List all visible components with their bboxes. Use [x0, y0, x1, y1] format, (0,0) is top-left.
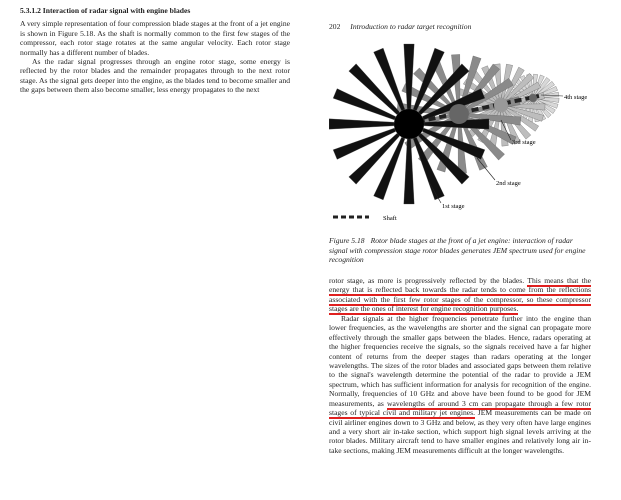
body-paragraph-2	[329, 314, 591, 456]
rotor-blade	[404, 44, 414, 109]
shaft-legend-label: Shaft	[383, 215, 397, 222]
stage-4-hub	[529, 94, 537, 102]
highlighted-sentence-2: wavelengths of around 3 cm can propagate through a few rotor stages of typical civil and military jet engines.	[329, 398, 591, 418]
left-page-column	[20, 6, 290, 95]
figure-caption	[329, 236, 591, 265]
stage-2-hub	[449, 104, 469, 124]
label-1st-stage: 1st stage	[442, 203, 465, 210]
running-title: Introduction to radar target recognition	[350, 22, 472, 31]
stage-1-hub	[394, 109, 424, 139]
rotor-blade	[404, 139, 414, 204]
caption-text: Rotor blade stages at the front of a jet engine: interaction of radar signal with compression stage rotor blades generates JEM spectrum used for engine recognition	[329, 236, 586, 265]
stage-3-hub	[494, 98, 508, 112]
highlighted-sentence-1: This means that the energy that is reflected back towards the radar tends to come from the reflections associated with the first few rotor stages of the compressor, so these compressor stages are the ones of interest for engine recognition purposes.	[329, 276, 591, 314]
left-paragraph-1: A very simple representation of four compression blade stages at the front of a jet engine is shown in Figure 5.18. As the shaft is normally common to the first few stages of the compressor, each rotor stage rotates at the same angular velocity. Each rotor stage normally has a different number of blades.	[20, 19, 290, 57]
body-paragraph-1	[329, 276, 591, 314]
label-3rd-stage: 3rd stage	[512, 139, 536, 146]
label-4th-stage: 4th stage	[564, 94, 588, 101]
running-header	[329, 22, 471, 31]
section-heading: 5.3.1.2 Interaction of radar signal with engine blades	[20, 6, 191, 15]
body-p1-start: rotor stage, as more is progressively reflected by the blades.	[329, 276, 528, 285]
left-paragraph-2: As the radar signal progresses through an engine rotor stage, some energy is reflected by the rotor blades and the remainder propagates through to the next rotor stage. As the signal gets deeper into the engine, as the blades tend to become smaller and the gaps between them also become smaller, less energy propagates to the next	[20, 57, 290, 95]
caption-label: Figure 5.18	[329, 236, 365, 245]
body-p2-end: JEM measurements can be made on civil airliner engines down to 3 GHz and below, as they very often have large engines and a very short air in-take section, which support high signal levels arriving at the rotor blades. Military aircraft tend to have smaller engines and relatively long air in-take sections, making JEM measurements difficult at the longer wavelengths.	[329, 408, 592, 455]
rotor-stage-figure	[329, 40, 619, 230]
right-page-body	[329, 276, 591, 455]
body-p2-start: Radar signals at the higher frequencies penetrate further into the engine than lower frequencies, as the wavelengths are shorter and the signal can propagate more effectively through the smaller gaps between the blades. Hence, radars operating at the higher frequencies receive the signals, so the signals received have a far higher content of returns from the deeper stages than radars operating at the longer wavelengths. The sizes of the rotor blades and associated gaps between them relative to the signal's wavelength determine the potential of the radar to provide a JEM spectrum, which has sufficient information for analysis for recognition of the engine. Normally, frequencies of 10 GHz and above have been found to be good for JEM measurements, as	[329, 313, 591, 408]
rotor-blade	[329, 119, 394, 129]
label-2nd-stage: 2nd stage	[496, 180, 521, 187]
page-number: 202	[329, 22, 341, 31]
